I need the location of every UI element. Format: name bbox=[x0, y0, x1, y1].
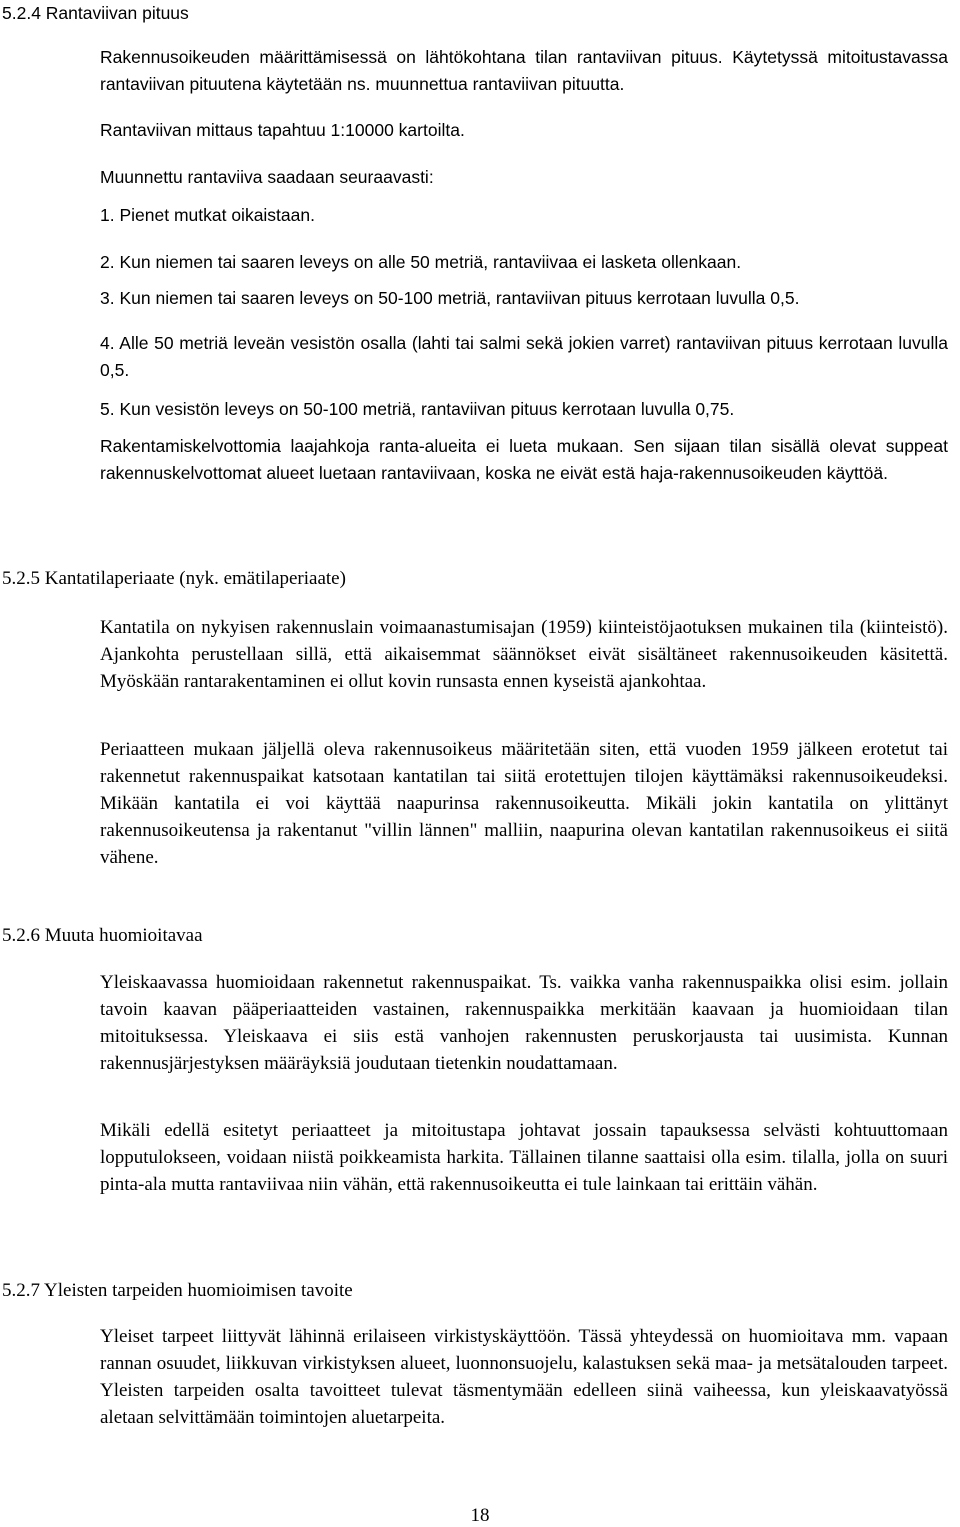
paragraph-rakennusoikeus-intro: Rakennusoikeuden määrittämisessä on lähtökohtana tilan rantaviivan pituus. Käytetyssä mitoitustavassa rantaviivan pituutena käytetään ns. muunnettua rantaviivan pituutta. bbox=[100, 47, 948, 94]
page-number: 18 bbox=[470, 1505, 490, 1526]
paragraph-periaate: Periaatteen mukaan jäljellä oleva rakennusoikeus määritetään siten, että vuoden 1959 jälkeen erotetut tai rakennetut rakennuspaikat katsotaan kantatilan tai siitä erotettujen tilojen käyttämäksi rakennusoikeudeksi. Mikään kantatila ei voi käyttää naapurinsa rakennusoikeutta. Mikäli jokin kantatila on ylittänyt rakennusoikeutensa ja rakentanut "villin lännen" malliin, naapurina olevan kantatilan rakennusoikeus ei siitä vähene. bbox=[100, 739, 948, 868]
section-heading-5-2-5: 5.2.5 Kantatilaperiaate (nyk. emätilaperiaate) bbox=[2, 568, 346, 589]
paragraph-rakentamiskelvottomia: Rakentamiskelvottomia laajahkoja ranta-alueita ei lueta mukaan. Sen sijaan tilan sisällä olevat suppeat rakennuskelvottomat alueet luetaan rantaviivaan, koska ne eivät estä haja-rakennusoikeuden käyttöä. bbox=[100, 436, 948, 483]
paragraph-yleiskaava: Yleiskaavassa huomioidaan rakennetut rakennuspaikat. Ts. vaikka vanha rakennuspaikka olisi esim. jollain tavoin kaavan pääperiaatteiden vastainen, rakennuspaikka merkitään kaavaan ja huomioidaan tilan mitoituksessa. Yleiskaava ei siis estä vanhojen rakennusten peruskorjausta tai uusimista. Kunnan rakennusjärjestyksen määräyksiä joudutaan tietenkin noudattamaan. bbox=[100, 972, 948, 1074]
paragraph-yleiset-tarpeet: Yleiset tarpeet liittyvät lähinnä erilaiseen virkistyskäyttöön. Tässä yhteydessä on huomioitava mm. vapaan rannan osuudet, liikkuvan virkistyksen alueet, luonnonsuojelu, kalastuksen sekä maa- ja metsätalouden tarpeet. Yleisten tarpeiden osalta tavoitteet tulevat täsmentymään edelleen siinä vaiheessa, kun yleiskaavatyössä aletaan selvittämään toimintojen aluetarpeita. bbox=[100, 1326, 948, 1428]
list-item: 1. Pienet mutkat oikaistaan. bbox=[100, 205, 315, 225]
list-item: 5. Kun vesistön leveys on 50-100 metriä, rantaviivan pituus kerrotaan luvulla 0,75. bbox=[100, 399, 735, 419]
list-item: 4. Alle 50 metriä leveän vesistön osalla (lahti tai salmi sekä jokien varret) rantaviivan pituus kerrotaan luvulla 0,5. bbox=[100, 333, 948, 380]
section-heading-5-2-7: 5.2.7 Yleisten tarpeiden huomioimisen tavoite bbox=[2, 1280, 353, 1301]
paragraph-kantatila: Kantatila on nykyisen rakennuslain voimaanastumisajan (1959) kiinteistöjaotuksen mukainen tila (kiinteistö). Ajankohta perustellaan sillä, että aikaisemmat säännökset eivät sisältäneet rakennusoikeuden käsitettä. Myöskään rantarakentaminen ei ollut kovin runsasta ennen kyseistä ajankohtaa. bbox=[100, 617, 948, 692]
paragraph-muunnettu-rantaviiva: Muunnettu rantaviiva saadaan seuraavasti: bbox=[100, 167, 434, 187]
list-item: 2. Kun niemen tai saaren leveys on alle 50 metriä, rantaviivaa ei lasketa ollenkaan. bbox=[100, 252, 742, 272]
section-heading-5-2-4: 5.2.4 Rantaviivan pituus bbox=[2, 3, 189, 23]
list-item: 3. Kun niemen tai saaren leveys on 50-100 metriä, rantaviivan pituus kerrotaan luvulla 0,5. bbox=[100, 288, 800, 308]
section-heading-5-2-6: 5.2.6 Muuta huomioitavaa bbox=[2, 925, 203, 946]
paragraph-mittaus: Rantaviivan mittaus tapahtuu 1:10000 kartoilta. bbox=[100, 120, 465, 140]
paragraph-poikkeaminen: Mikäli edellä esitetyt periaatteet ja mitoitustapa johtavat jossain tapauksessa selvästi kohtuuttomaan lopputulokseen, voidaan niistä poikkeamista harkita. Tällainen tilanne saattaisi olla esim. tilalla, jolla on suuri pinta-ala mutta rantaviivaa niin vähän, että rakennusoikeutta ei tule lainkaan tai erittäin vähän. bbox=[100, 1120, 948, 1195]
